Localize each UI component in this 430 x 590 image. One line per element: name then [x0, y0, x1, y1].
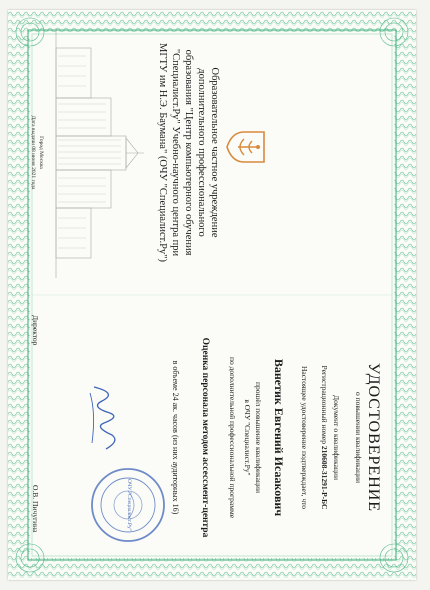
certificate-subtitle: о повышении квалификации — [354, 392, 363, 483]
passed-line-2: в ОЧУ "Специалист.Ру" — [243, 399, 252, 476]
org-line-3: образования "Центр компьютерного обучения — [183, 49, 194, 256]
director-name: О.В. Пичугина — [31, 485, 40, 533]
intro-text: Настоящее удостоверение подтверждает, что — [300, 365, 309, 510]
holder-name: Ванетик Евгений Исаакович — [272, 358, 286, 517]
certificate-sheet — [8, 10, 416, 580]
certificate-title: УДОСТОВЕРЕНИЕ — [365, 362, 382, 513]
certificate-panel — [8, 295, 416, 580]
certificate-content — [8, 10, 416, 580]
organization-panel — [8, 10, 416, 295]
director-label: Директор — [31, 315, 40, 346]
issue-city: Город Москва — [38, 136, 44, 169]
org-line-4: "Специалист.Ру" Учебно-научного центра при — [170, 48, 181, 257]
org-line-1: Образовательное частное учреждение — [209, 67, 220, 238]
signature-mark-icon — [84, 383, 124, 453]
org-line-5: МГТУ им Н.Э. Баумана" (ОЧУ "Специалист.Ру") — [157, 43, 168, 262]
building-illustration-icon — [51, 28, 146, 278]
shield-logo-icon — [226, 130, 266, 164]
program-line: по дополнительной профессиональной программе — [228, 356, 237, 519]
issue-date: Дата выдачи 08 июня 2021 года — [30, 115, 36, 190]
org-line-2: дополнительного профессионального — [196, 68, 207, 237]
course-title: Оценка персонала методом ассессмент-центра — [200, 337, 210, 538]
registration-label: Регистрационный номер — [320, 365, 329, 444]
passed-line-1: прошёл повышение квалификации — [254, 382, 263, 493]
stamp-text: ОЧУ "Специалист.Ру" — [126, 479, 132, 531]
course-hours: в объеме 24 ак. часов (из них аудиторных 16) — [171, 360, 180, 515]
registration-number: 210608-31291-Р-БС — [320, 445, 329, 510]
document-type: Документ о квалификации — [332, 395, 341, 480]
registration-line — [319, 295, 328, 580]
